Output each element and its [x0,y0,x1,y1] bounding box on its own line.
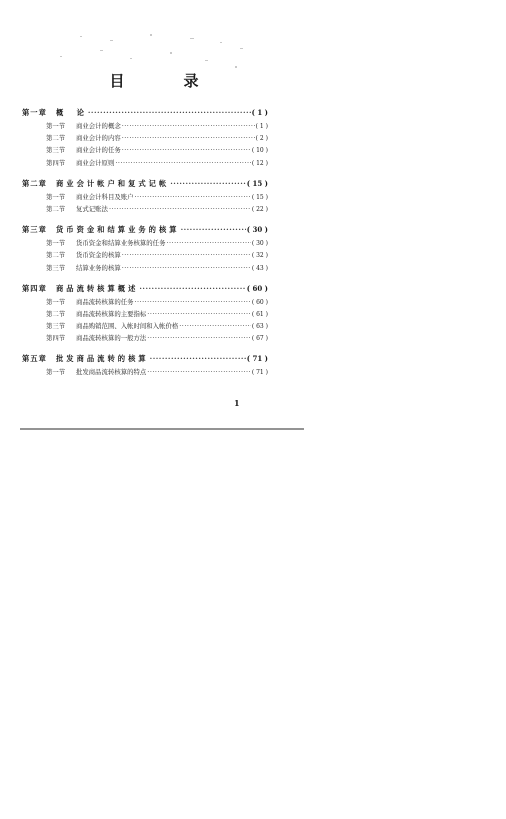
toc-chapter-entry[interactable] [22,108,268,121]
chapter-gap [22,216,268,221]
chapter-title: 概 论 [56,108,87,117]
toc-page-number: ( 15 ) [246,178,268,188]
chapter-number: 第一章 [22,108,47,117]
section-number: 第二节 [46,309,66,318]
toc-section-entry[interactable] [22,121,268,133]
toc-page-number: ( 10 ) [251,147,268,155]
chapter-title: 商品流转核算概述 [56,283,139,293]
toc-chapter-entry[interactable] [22,225,268,238]
dot-leader [179,322,251,330]
dot-leader [181,225,246,234]
toc-page-number: ( 71 ) [251,369,268,377]
chapter-number: 第五章 [22,354,47,364]
dot-leader [122,122,255,130]
toc-page-number: ( 12 ) [251,159,268,167]
dot-leader [122,146,251,154]
section-title: 结算业务的核算 [76,263,121,272]
section-title: 商业会计科目及账户 [76,192,134,201]
section-number: 第一节 [46,368,66,377]
dot-leader [147,368,251,376]
toc-section-entry[interactable] [22,158,268,170]
toc-chapter-entry[interactable] [22,354,268,367]
chapter-number: 第二章 [22,178,47,188]
dot-leader [135,298,251,306]
section-number: 第二节 [46,134,66,143]
toc-page-number: ( 32 ) [251,252,268,260]
section-number: 第一节 [46,239,66,248]
dot-leader [147,334,251,342]
section-title: 批发商品流转核算的特点 [76,368,147,377]
section-number: 第四节 [46,334,66,343]
chapter-title: 商业会计帐户和复式记帐 [56,178,170,188]
toc-page-number: ( 2 ) [255,135,268,143]
chapter-title: 批发商品流转的核算 [56,354,149,364]
chapter-gap [22,275,268,280]
chapter-title: 货币资金和结算业务的核算 [56,225,180,235]
toc-chapter-entry[interactable] [22,284,268,297]
page-number: 1 [234,398,240,408]
section-number: 第一节 [46,192,66,201]
section-number: 第一节 [46,122,66,130]
section-title: 商品流转核算的主要指标 [76,309,147,318]
toc-chapter-entry[interactable] [22,179,268,192]
toc-page-number: ( 63 ) [251,323,268,331]
toc-page-number: ( 15 ) [251,193,268,201]
section-number: 第一节 [46,297,66,306]
toc-page-number: ( 60 ) [246,283,268,293]
section-title: 商业会计原则 [76,158,115,167]
section-title: 商业会计的任务 [76,146,121,155]
section-title: 商品流转核算的任务 [76,297,134,306]
dot-leader [122,264,251,272]
section-number: 第三节 [46,322,66,331]
dot-leader [109,205,251,213]
toc-page-number: ( 30 ) [246,225,268,235]
section-number: 第三节 [46,263,66,272]
toc-section-entry[interactable] [22,204,268,216]
section-number: 第二节 [46,251,66,260]
dot-leader [88,108,251,117]
toc-page-number: ( 22 ) [251,205,268,213]
toc-page-number: ( 60 ) [251,298,268,306]
chapter-gap [22,170,268,175]
section-number: 第三节 [46,146,66,155]
toc-page-number: ( 1 ) [255,123,268,130]
chapter-gap [22,345,268,350]
toc-page-number: ( 43 ) [251,264,268,272]
section-number: 第二节 [46,204,66,213]
section-title: 商品购销范围、入帐时间和入帐价格 [76,322,179,331]
section-title: 货币资金的核算 [76,251,121,260]
toc-section-entry[interactable] [22,321,268,333]
section-title: 商业会计的内容 [76,134,121,143]
toc-section-entry[interactable] [22,263,268,275]
toc-section-entry[interactable] [22,297,268,309]
toc-section-entry[interactable] [22,309,268,321]
toc-section-entry[interactable] [22,133,268,145]
table-of-contents [22,104,268,380]
toc-page-number: ( 61 ) [251,310,268,318]
section-title: 商品流转核算的一般方法 [76,334,147,343]
toc-page-number: ( 71 ) [246,354,268,364]
dot-leader [139,284,245,293]
toc-page-number: ( 67 ) [251,335,268,343]
page-title: 目 录 [109,72,221,90]
section-title: 复式记账法 [76,204,108,213]
toc-page-number: ( 30 ) [251,240,268,248]
dot-leader [147,310,251,318]
toc-section-entry[interactable] [22,145,268,157]
section-title: 货币资金和结算业务核算的任务 [76,239,166,248]
toc-section-entry[interactable] [22,250,268,262]
scan-edge-line [20,428,304,430]
chapter-number: 第三章 [22,225,47,235]
dot-leader [115,159,251,167]
toc-section-entry[interactable] [22,238,268,250]
toc-section-entry[interactable] [22,367,268,379]
dot-leader [122,134,255,142]
toc-page-number: ( 1 ) [251,108,268,117]
section-number: 第四节 [46,158,66,167]
chapter-number: 第四章 [22,283,47,293]
dot-leader [135,193,251,201]
toc-section-entry[interactable] [22,192,268,204]
dot-leader [166,239,250,247]
section-title: 商业会计的概念 [76,122,121,130]
toc-section-entry[interactable] [22,333,268,345]
dot-leader [170,179,245,188]
dot-leader [122,251,251,259]
dot-leader [150,354,246,363]
